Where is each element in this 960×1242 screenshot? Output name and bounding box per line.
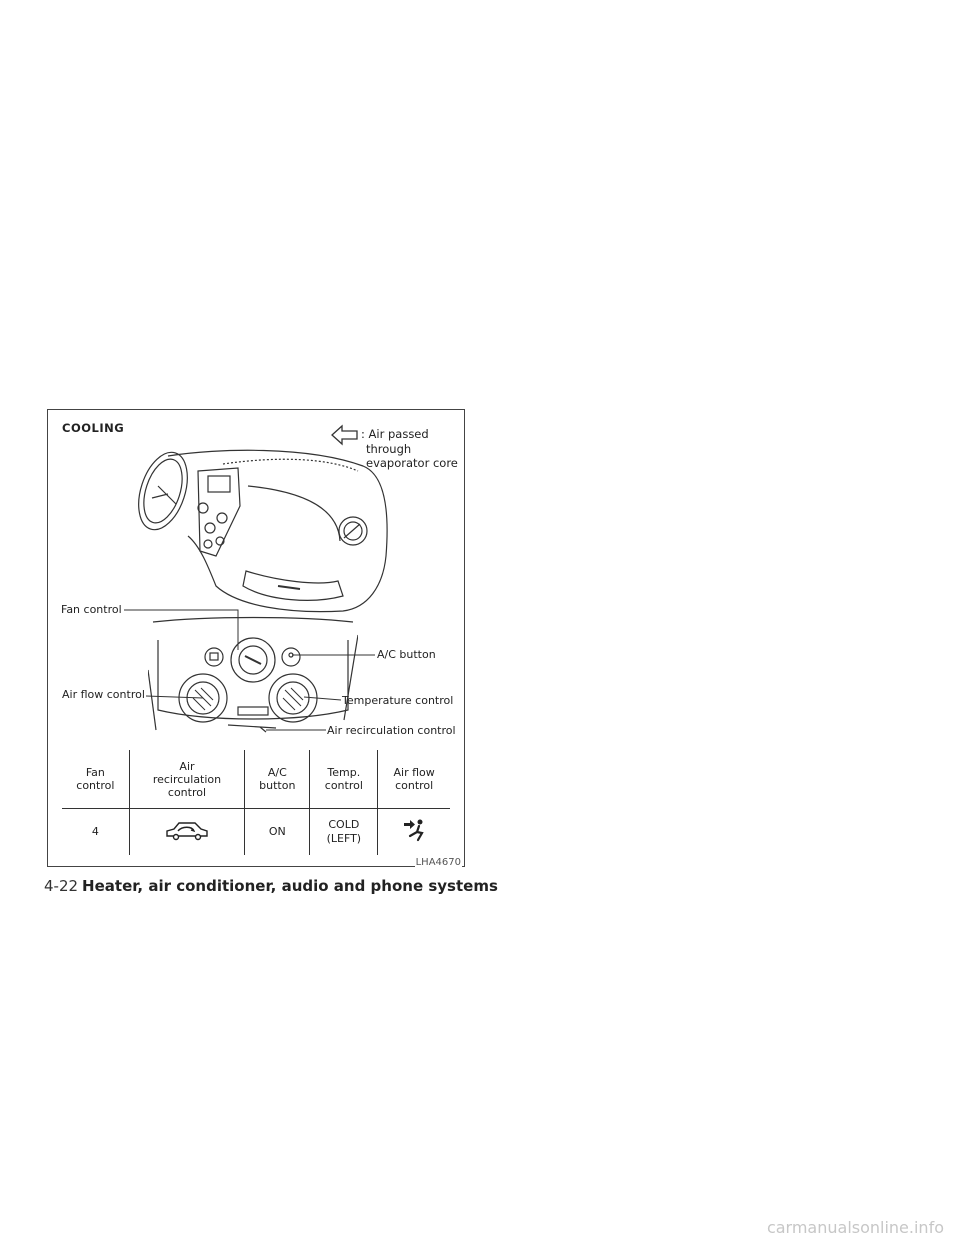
fan-control-label: Fan control bbox=[61, 603, 122, 616]
page-footer bbox=[44, 877, 498, 895]
value-air-flow bbox=[378, 809, 450, 856]
watermark[interactable]: carmanualsonline.info bbox=[766, 1218, 944, 1237]
header-air-flow-control: Air flow control bbox=[378, 750, 450, 809]
header-fan-control: Fan control bbox=[62, 750, 129, 809]
value-ac: ON bbox=[245, 809, 310, 856]
cooling-settings-table bbox=[62, 750, 450, 855]
figure-title: COOLING bbox=[62, 421, 125, 435]
header-ac-button: A/C button bbox=[245, 750, 310, 809]
figure-id: LHA4670 bbox=[415, 857, 461, 868]
air-flow-control-label: Air flow control bbox=[62, 688, 145, 701]
vent-face-airflow-icon bbox=[402, 818, 426, 842]
cooling-figure bbox=[47, 409, 465, 867]
table-header-row bbox=[62, 750, 450, 809]
value-recirculation bbox=[129, 809, 245, 856]
temperature-control-label: Temperature control bbox=[342, 694, 454, 707]
header-temp-control: Temp. control bbox=[310, 750, 378, 809]
legend-text: : Air passed through evaporator core bbox=[361, 427, 458, 470]
table-value-row bbox=[62, 809, 450, 856]
page-number: 4-22 bbox=[44, 877, 79, 895]
value-fan: 4 bbox=[91, 825, 99, 838]
air-recirculation-control-label: Air recirculation control bbox=[327, 724, 456, 737]
ac-button-label: A/C button bbox=[377, 648, 436, 661]
air-recirculation-car-icon bbox=[164, 819, 210, 841]
value-temp: COLD (LEFT) bbox=[310, 809, 378, 856]
header-air-recirculation: Air recirculation control bbox=[129, 750, 245, 809]
section-title: Heater, air conditioner, audio and phone systems bbox=[82, 877, 498, 895]
